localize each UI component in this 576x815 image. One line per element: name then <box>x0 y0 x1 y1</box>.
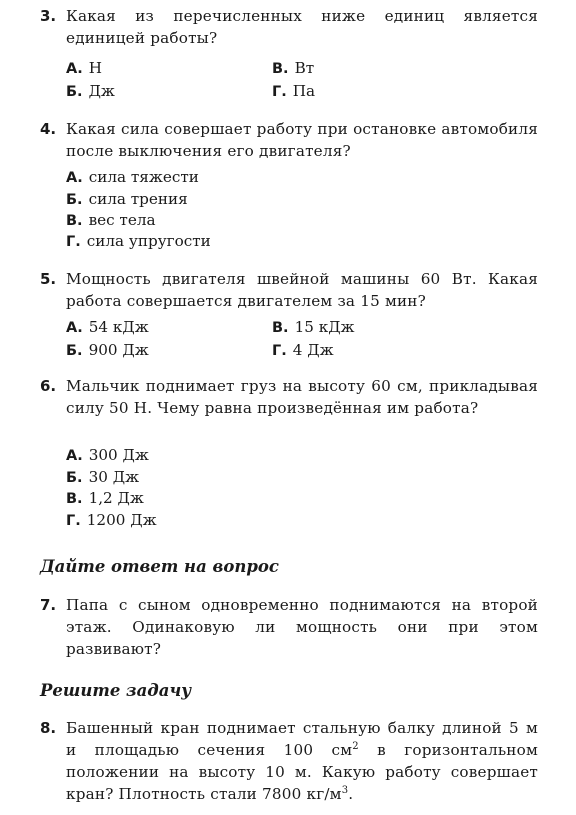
option-v <box>272 316 355 339</box>
option-text: 54 кДж <box>88 318 149 336</box>
option-letter: Б. <box>66 84 83 100</box>
option-v <box>66 487 144 510</box>
option-b <box>66 80 115 103</box>
question-number: 3. <box>40 7 57 25</box>
option-text: сила упругости <box>86 232 211 250</box>
option-a <box>66 57 102 80</box>
question-number: 5. <box>40 270 57 288</box>
option-letter: Г. <box>272 84 287 100</box>
option-letter: Б. <box>66 192 83 208</box>
option-letter: Г. <box>272 343 287 359</box>
superscript: 2 <box>352 740 359 752</box>
question-text: Мощность двигателя швейной машины 60 Вт. Какая работа совершается двигателем за 15 мин? <box>66 270 538 310</box>
question-text-part: в горизонтальном положении на высоту 10 м. Какую работу совершает кран? Плотность стали 7800 кг/м <box>66 741 538 803</box>
superscript: 3 <box>341 784 349 796</box>
option-b <box>66 466 139 489</box>
question-number: 4. <box>40 120 57 138</box>
option-g <box>66 509 157 532</box>
option-letter: Г. <box>66 234 81 250</box>
option-text: 1200 Дж <box>86 511 157 529</box>
option-letter: А. <box>66 448 83 464</box>
option-g <box>272 339 334 362</box>
option-text: 900 Дж <box>88 341 149 359</box>
option-text: 4 Дж <box>292 341 334 359</box>
option-text: 300 Дж <box>88 446 149 464</box>
section-heading-problem: Решите задачу <box>40 681 192 700</box>
option-text: вес тела <box>88 211 156 229</box>
section-heading-answer: Дайте ответ на вопрос <box>40 557 279 576</box>
option-text: Дж <box>88 82 115 100</box>
option-b <box>66 339 149 362</box>
question-text: Какая из перечисленных ниже единиц является единицей работы? <box>66 7 538 47</box>
option-g <box>66 230 211 253</box>
option-letter: Б. <box>66 343 83 359</box>
option-text: 1,2 Дж <box>88 489 144 507</box>
option-a <box>66 316 149 339</box>
question-text: Мальчик поднимает груз на высоту 60 см, прикладывая силу 50 Н. Чему равна произведённая им работа? <box>66 377 538 417</box>
option-text: 30 Дж <box>88 468 140 486</box>
option-letter: А. <box>66 170 83 186</box>
option-letter: В. <box>66 491 83 507</box>
question-text: Какая сила совершает работу при остановке автомобиля после выключения его двигателя? <box>66 120 538 160</box>
option-letter: А. <box>66 320 83 336</box>
option-text: Н <box>88 59 102 77</box>
option-a <box>66 444 149 467</box>
option-v <box>66 209 156 232</box>
option-text: 15 кДж <box>294 318 355 336</box>
option-letter: В. <box>66 213 83 229</box>
option-text: сила трения <box>88 190 188 208</box>
question-text <box>66 717 538 805</box>
question-number: 7. <box>40 596 57 614</box>
question-text-part: Башенный кран поднимает стальную балку длиной 5 м и площадью сечения 100 см <box>66 719 538 759</box>
question-number: 8. <box>40 719 57 737</box>
option-letter: Г. <box>66 513 81 529</box>
question-number: 6. <box>40 377 57 395</box>
option-letter: В. <box>272 61 289 77</box>
option-text: Па <box>292 82 316 100</box>
option-a <box>66 166 199 189</box>
option-b <box>66 188 188 211</box>
option-letter: В. <box>272 320 289 336</box>
option-letter: Б. <box>66 470 83 486</box>
option-text: сила тяжести <box>88 168 199 186</box>
option-v <box>272 57 314 80</box>
question-text: Папа с сыном одновременно поднимаются на второй этаж. Одинаковую ли мощность они при этом развивают? <box>66 596 538 658</box>
option-letter: А. <box>66 61 83 77</box>
option-text: Вт <box>294 59 315 77</box>
option-g <box>272 80 315 103</box>
question-text-part: . <box>348 785 354 803</box>
